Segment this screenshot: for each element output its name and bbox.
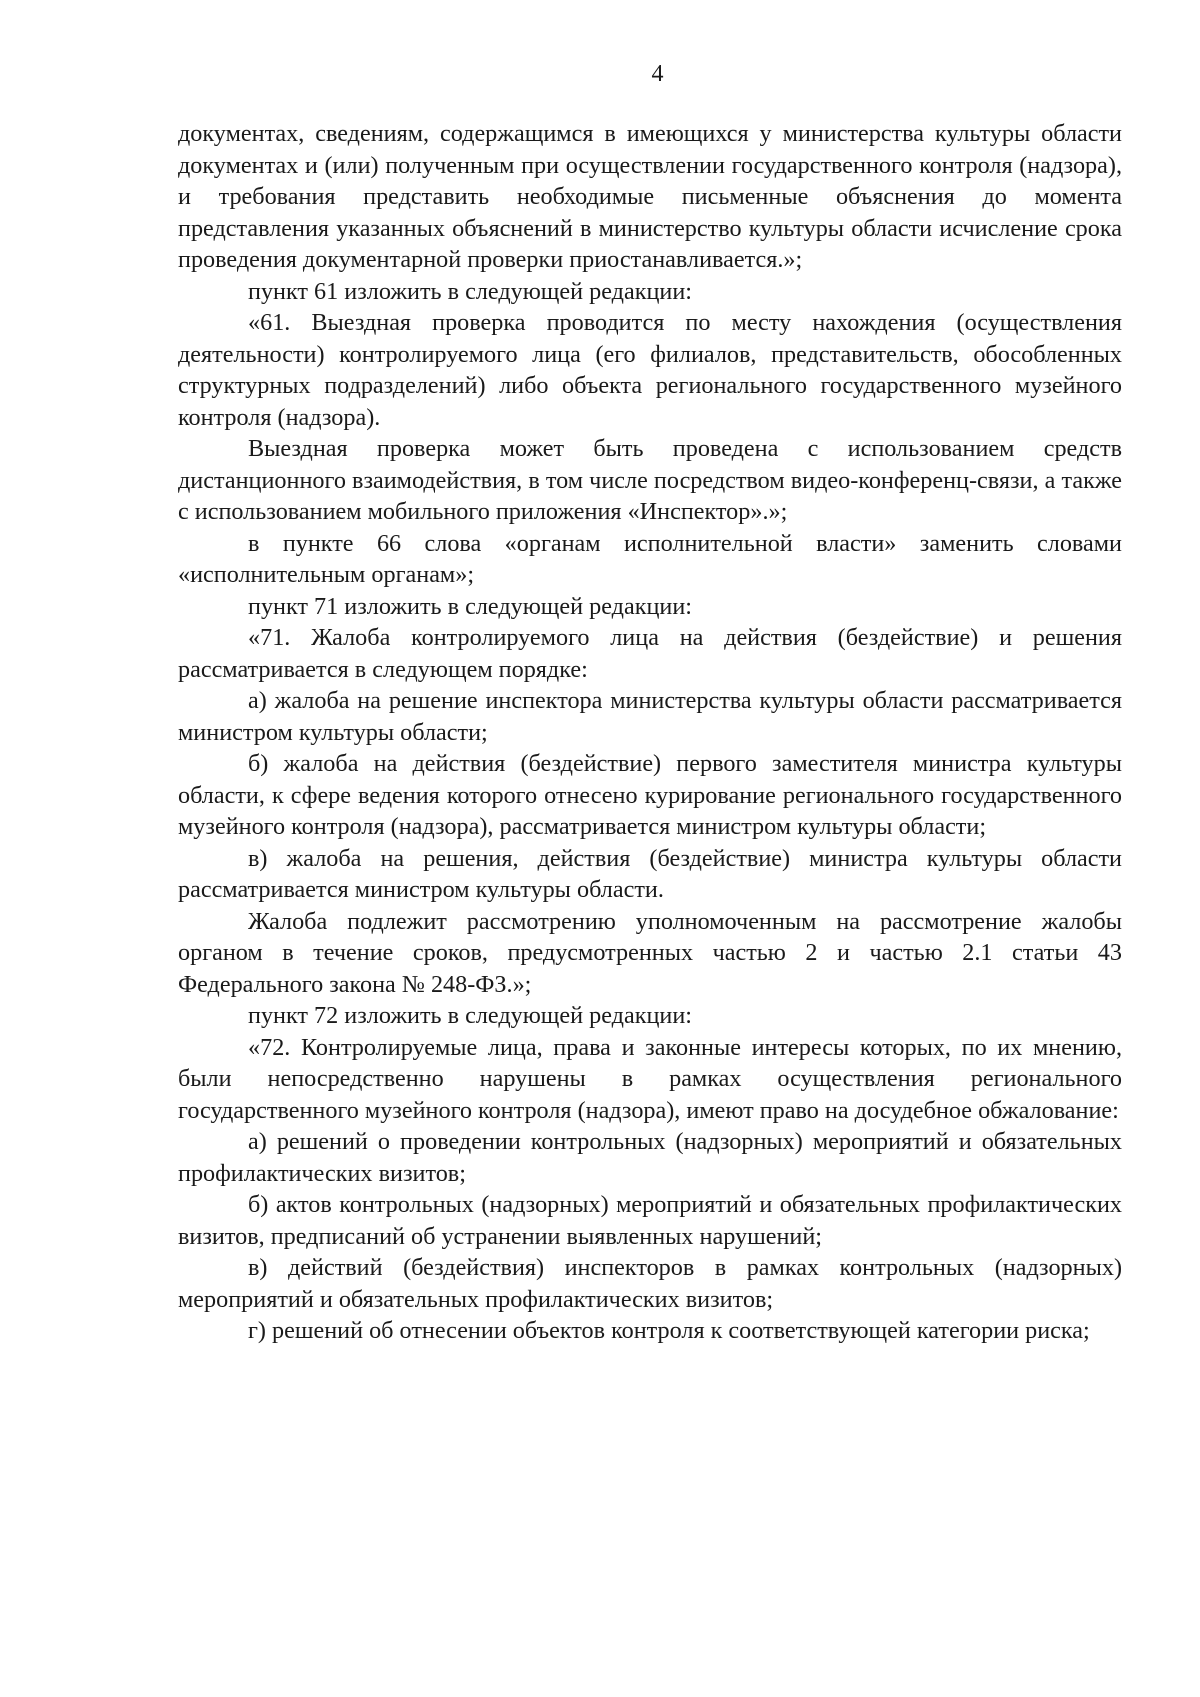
paragraph-item-71-instruction: пункт 71 изложить в следующей редакции: [248,592,692,620]
paragraph-item-61-remote: Выездная проверка может быть проведена с использованием средств дистанционного взаимодействия, в том числе посредством видео-конференц-связи, а также с использованием мобильного приложения «Инспектор».»; [178,435,1122,525]
paragraph-item-72-instruction: пункт 72 изложить в следующей редакции: [248,1002,692,1029]
paragraph-continuation: документах, сведениям, содержащимся в имеющихся у министерства культуры области документах и (или) полученным при осуществлении государственного контроля (надзора), и требования представить необходимые письменные объяснения до момента представления указанных объяснений в министерство культуры области исчисление срока проведения документарной проверки приостанавливается.»; [178,120,1122,273]
paragraph-item-61-instruction: пункт 61 изложить в следующей редакции: [248,277,692,305]
paragraph-item-71-v: в) жалоба на решения, действия (бездействие) министра культуры области рассматривается министром культуры области. [178,844,1122,903]
paragraph-item-72-g: г) решений об отнесении объектов контроля к соответствующей категории риска; [248,1317,1090,1344]
paragraph-item-72-b: б) актов контрольных (надзорных) мероприятий и обязательных профилактических визитов, предписаний об устранении выявленных нарушений; [178,1191,1122,1250]
paragraph-item-72-a: а) решений о проведении контрольных (надзорных) мероприятий и обязательных профилактических визитов; [178,1128,1122,1187]
paragraph-item-61-text: «61. Выездная проверка проводится по месту нахождения (осуществления деятельности) контролируемого лица (его филиалов, представительств, обособленных структурных подразделений) либо объекта регионального государственного музейного контроля (надзора). [178,309,1122,431]
paragraph-item-71-terms: Жалоба подлежит рассмотрению уполномоченным на рассмотрение жалобы органом в течение сроков, предусмотренных частью 2 и частью 2.1 статьи 43 Федерального закона № 248-ФЗ.»; [178,907,1122,998]
paragraph-item-72-text: «72. Контролируемые лица, права и законные интересы которых, по их мнению, были непосредственно нарушены в рамках осуществления регионального государственного музейного контроля (надзора), имеют право на досудебное обжалование: [178,1033,1122,1124]
paragraph-item-71-a: а) жалоба на решение инспектора министерства культуры области рассматривается министром культуры области; [178,687,1122,746]
paragraph-item-72-v: в) действий (бездействия) инспекторов в рамках контрольных (надзорных) мероприятий и обязательных профилактических визитов; [178,1254,1122,1313]
paragraph-item-71-b: б) жалоба на действия (бездействие) первого заместителя министра культуры области, к сфере ведения которого отнесено курирование регионального государственного музейного контроля (надзора), рассматривается министром культуры области; [178,750,1122,840]
page-number: 4 [651,61,664,87]
paragraph-item-66-change: в пункте 66 слова «органам исполнительной власти» заменить словами «исполнительным органам»; [178,529,1122,588]
document-body [178,118,1122,1347]
paragraph-item-71-text: «71. Жалоба контролируемого лица на действия (бездействие) и решения рассматривается в следующем порядке: [178,624,1122,683]
